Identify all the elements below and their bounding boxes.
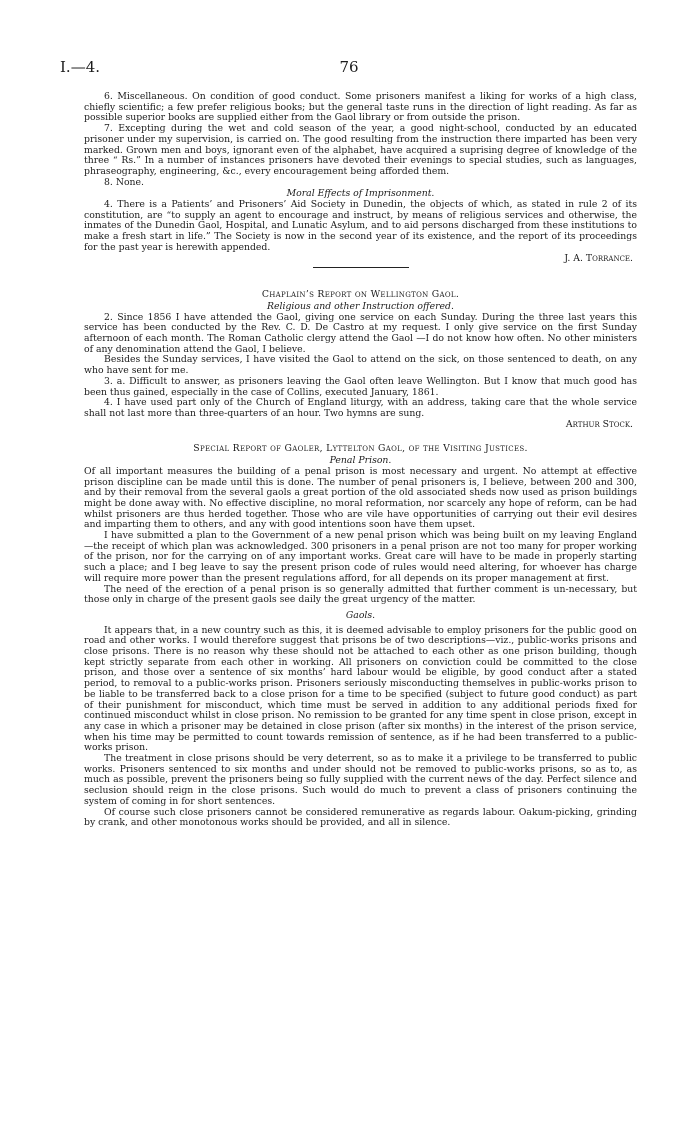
gaols-heading: Gaols. [345, 609, 376, 621]
page-body [84, 92, 637, 829]
instruction-heading: Religious and other Instruction offered. [267, 300, 454, 312]
signature-stock: Arthur Stock. [565, 418, 633, 430]
paragraph-plan: I have submitted a plan to the Government of a new penal prison which was being built on my leaving England—the receipt of which plan was acknowledged. 300 prisoners in a penal prison are not too many for proper working of the prison, nor for the carrying on of any important works. Great care will have to be made in properly starting such a place; and I beg leave to say the present prison code of rules would need altering, for whoever has charge will require more power than the present regulations afford, for all depends on its proper management at first. [84, 530, 637, 584]
paragraph-night-school: 7. Excepting during the wet and cold season of the year, a good night-school, conducted by an educated prisoner under my supervision, is carried on. The good resulting from the instruction there imparted has been very marked. Grown men and boys, ignorant even of the alphabet, have acquired a suprising degree of knowledge of the three “ Rs.” In a number of instances prisoners have devoted their evenings to special studies, such as languages, phraseography, engineering, &c., every encouragement being afforded them. [84, 123, 637, 177]
paragraph-remunerative: Of course such close prisoners cannot be considered remunerative as regards labour. Oakum-picking, grinding by crank, and other monotonous works should be provided, and all in silence. [84, 806, 637, 829]
paragraph-miscellaneous: 6. Miscellaneous. On condition of good conduct. Some prisoners manifest a liking for works of a high class, chiefly scientific; a few prefer religious books; but the general taste runs in the direction of light reading. As far as possible superior books are supplied either from the Gaol library or from outside the prison. [84, 91, 637, 124]
signature-torrance: J. A. Torrance. [564, 252, 633, 264]
chaplain-report-section [84, 290, 637, 430]
paragraph-liturgy: 4. I have used part only of the Church of England liturgy, with an address, taking care that the whole service shall not last more than three-quarters of an hour. Two hymns are sung. [84, 397, 637, 419]
paragraph-visits: Besides the Sunday services, I have visited the Gaol to attend on the sick, on those sentenced to death, on any who have sent for me. [84, 354, 637, 377]
chaplain-report-title: Chaplain’s Report on Wellington Gaol. [261, 289, 460, 301]
special-report-section [84, 444, 637, 829]
page-header [60, 58, 638, 80]
paragraph-services: 2. Since 1856 I have attended the Gaol, giving one service on each Sunday. During the three last years this service has been conducted by the Rev. C. D. De Castro at my request. I only give service on the first Sunday afternoon of each month. The Roman Catholic clergy attend the Gaol —I do not know how often. No other ministers of any denomination attend the Gaol, I believe. [84, 311, 637, 355]
paragraph-two-descriptions: It appears that, in a new country such as this, it is deemed advisable to employ prisoners for the public good on road and other works. I would therefore suggest that prisons be of two descriptions—viz., public-works prisons and close prisons. There is no reason why these should not be attached to each other as one prison building, though kept strictly separate from each other in working. All prisoners on conviction could be committed to the close prison, and those over a sentence of six months’ hard labour would be eligible, by good conduct after a stated period, to removal to a public-works prison. Prisoners seriously misconducting themselves in public-works prison to be liable to be transferred back to a close prison for a time to be specified (subject to future good conduct) as part of their punishment for misconduct, which time must be served in addition to any additional periods fixed for continued misconduct whilst in close prison. No remission to be granted for any time spent in close prison, except in any case in which a prisoner may be detained in close prison (after six months) in the interest of the prison service, when his time may be permitted to count towards remission of sentence, as if he had been transferred to a public-works prison. [84, 624, 637, 754]
page-number: 76 [339, 58, 359, 76]
paragraph-difficult: 3. a. Difficult to answer, as prisoners leaving the Gaol often leave Wellington. But I know that much good has been thus gained, especially in the case of Collins, executed January, 1861. [84, 375, 637, 398]
paragraph-aid-society: 4. There is a Patients’ and Prisoners’ Aid Society in Dunedin, the objects of which, as stated in rule 2 of its constitution, are “to supply an agent to encourage and instruct, by means of religious services and otherwise, the inmates of the Dunedin Gaol, Hospital, and Lunatic Asylum, and to aid persons discharged from these institutions to make a fresh start in life.” The Society is now in the second year of its existence, and the report of its proceedings for the past year is herewith appended. [84, 199, 637, 253]
moral-effects-heading: Moral Effects of Imprisonment. [286, 188, 435, 200]
document-reference: I.—4. [60, 58, 101, 76]
paragraph-need: The need of the erection of a penal prison is so generally admitted that further comment is un-necessary, but those only in charge of the present gaols see daily the great urgency of the matter. [84, 583, 637, 606]
torrance-report-section [84, 92, 637, 268]
paragraph-penal-urgent: Of all important measures the building of a penal prison is most necessary and urgent. No attempt at effective prison discipline can be made until this is done. The number of penal prisoners is, I believe, between 200 and 300, and by their removal from the several gaols a great portion of the old associated sheds now used as prison buildings might be done away with. No effective discipline, no moral reformation, nor scarcely any hope of reform, can be had whilst prisoners are thus herded together. Those who are vile have opportunities of carrying out their evil desires and imparting them to others, and any with good intentions soon have them upset. [84, 465, 637, 531]
paragraph-treatment: The treatment in close prisons should be very deterrent, so as to make it a privilege to be transferred to public works. Prisoners sentenced to six months and under should not be removed to public-works prisons, so as to, as much as possible, prevent the prisoners being so fully supplied with the current news of the day. Perfect silence and seclusion should reign in the close prisons. Such would do much to prevent a class of prisoners continuing the system of coming in for short sentences. [84, 753, 637, 807]
penal-prison-heading: Penal Prison. [329, 455, 392, 467]
special-report-title: Special Report of Gaoler, Lyttelton Gaol, of the Visiting Justices. [193, 443, 528, 455]
paragraph-none: 8. None. [104, 176, 145, 188]
